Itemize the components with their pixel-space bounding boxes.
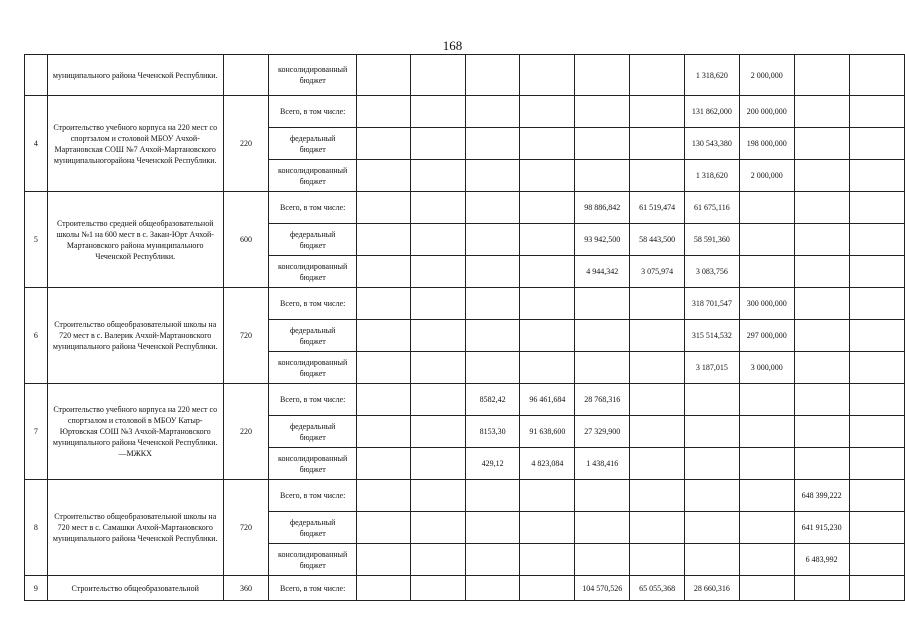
project-name-cell: Строительство учебного корпуса на 220 мест со спортзалом и столовой в МБОУ Катыр-Юртовская СОШ №3 Ачхой-Мартановского муниципального района Чеченской Республики.—МЖКХ [47,384,223,480]
value-cell [849,320,904,352]
value-cell [739,512,794,544]
capacity-cell [223,55,269,96]
funding-label-line: федеральный [289,517,336,527]
value-cell [794,576,849,601]
value-cell [794,256,849,288]
value-cell [465,352,520,384]
value-cell [630,55,685,96]
value-cell [411,544,465,576]
value-cell [411,224,465,256]
funding-label-line: бюджет [299,240,326,250]
value-cell [849,480,904,512]
value-cell [465,128,520,160]
value-cell [411,160,465,192]
value-cell: 648 399,222 [794,480,849,512]
value-cell [739,448,794,480]
value-cell [411,192,465,224]
funding-label-line: консолидированный [278,261,348,271]
value-cell [575,288,630,320]
value-cell [411,320,465,352]
value-cell: 2 000,000 [739,160,794,192]
value-cell [739,416,794,448]
row-number-cell [25,55,48,96]
value-cell [849,384,904,416]
value-cell [465,288,520,320]
funding-label-line: консолидированный [278,65,348,74]
value-cell [794,224,849,256]
value-cell [575,512,630,544]
value-cell: 315 514,532 [684,320,739,352]
funding-label-line: федеральный [289,229,336,239]
funding-type-total: Всего, в том числе: [269,480,357,512]
value-cell [849,352,904,384]
table-row [25,192,905,224]
value-cell [739,544,794,576]
value-cell [520,512,575,544]
value-cell [465,224,520,256]
table-row [25,576,905,601]
funding-type-consolidated [269,55,357,96]
value-cell [684,512,739,544]
funding-type-federal [269,512,357,544]
value-cell [794,192,849,224]
value-cell [411,288,465,320]
funding-type-total: Всего, в том числе: [269,576,357,601]
value-cell [849,448,904,480]
value-cell [794,288,849,320]
funding-label-line: консолидированный [278,549,348,559]
value-cell [520,224,575,256]
value-cell [739,384,794,416]
value-cell: 3 083,756 [684,256,739,288]
value-cell [630,544,685,576]
value-cell: 318 701,547 [684,288,739,320]
value-cell [739,192,794,224]
funding-type-federal [269,416,357,448]
value-cell [411,128,465,160]
capacity-cell: 360 [223,576,269,601]
value-cell [739,480,794,512]
funding-label-line: федеральный [289,421,336,431]
value-cell [465,96,520,128]
value-cell [630,288,685,320]
value-cell [520,544,575,576]
value-cell [794,448,849,480]
value-cell [630,352,685,384]
value-cell [684,384,739,416]
funding-label-line: бюджет [299,560,326,570]
value-cell [520,480,575,512]
value-cell [520,288,575,320]
value-cell [357,448,411,480]
value-cell [357,480,411,512]
value-cell [630,448,685,480]
value-cell: 96 461,684 [520,384,575,416]
capacity-cell: 720 [223,288,269,384]
value-cell [849,224,904,256]
value-cell [849,512,904,544]
value-cell [357,352,411,384]
value-cell [575,480,630,512]
value-cell [794,160,849,192]
funding-type-total: Всего, в том числе: [269,288,357,320]
value-cell [630,512,685,544]
project-name-cell: Строительство общеобразовательной [47,576,223,601]
row-number-cell: 5 [25,192,48,288]
funding-label-line: федеральный [289,325,336,335]
funding-type-consolidated [269,544,357,576]
value-cell [357,160,411,192]
table-row [25,480,905,512]
funding-label-line: бюджет [299,464,326,474]
funding-label-line: бюджет [299,336,326,346]
value-cell [630,160,685,192]
project-name-cell: Строительство общеобразовательной школы на 720 мест в с. Валерик Ачхой-Мартановского муниципального района Чеченской Республики. [47,288,223,384]
value-cell: 641 915,230 [794,512,849,544]
value-cell [520,352,575,384]
value-cell [630,320,685,352]
value-cell [357,288,411,320]
value-cell [411,448,465,480]
funding-type-total: Всего, в том числе: [269,384,357,416]
capacity-cell: 600 [223,192,269,288]
value-cell [357,256,411,288]
capacity-cell: 220 [223,384,269,480]
value-cell [520,128,575,160]
value-cell: 91 638,600 [520,416,575,448]
funding-label-line: консолидированный [278,165,348,175]
value-cell [630,416,685,448]
value-cell [849,576,904,601]
value-cell [575,320,630,352]
value-cell [575,128,630,160]
value-cell [520,96,575,128]
value-cell: 28 768,316 [575,384,630,416]
value-cell: 8153,30 [465,416,520,448]
value-cell [520,320,575,352]
funding-type-federal [269,320,357,352]
row-number-cell: 9 [25,576,48,601]
value-cell [575,96,630,128]
value-cell [465,160,520,192]
value-cell: 1 438,416 [575,448,630,480]
value-cell: 61 675,116 [684,192,739,224]
value-cell [630,480,685,512]
funding-label-line: бюджет [299,176,326,186]
funding-label-line: бюджет [299,76,326,85]
value-cell [630,384,685,416]
value-cell [849,192,904,224]
value-cell [575,55,630,96]
value-cell: 3 075,974 [630,256,685,288]
value-cell: 1 318,620 [684,160,739,192]
capacity-cell: 220 [223,96,269,192]
value-cell: 58 591,360 [684,224,739,256]
row-number-cell: 7 [25,384,48,480]
funding-label-line: бюджет [299,432,326,442]
value-cell: 3 187,015 [684,352,739,384]
value-cell: 131 862,000 [684,96,739,128]
value-cell: 65 055,368 [630,576,685,601]
value-cell [849,256,904,288]
table-row [25,96,905,128]
value-cell: 4 944,342 [575,256,630,288]
table-row [25,384,905,416]
value-cell [357,55,411,96]
funding-type-federal [269,224,357,256]
value-cell [575,160,630,192]
project-name-cell: Строительство общеобразовательной школы на 720 мест в с. Самашки Ачхой-Мартановского муниципального района Чеченской Республики. [47,480,223,576]
table-row [25,55,905,96]
value-cell [739,224,794,256]
value-cell [411,55,465,96]
value-cell [794,55,849,96]
value-cell [794,96,849,128]
project-name-cell: Строительство учебного корпуса на 220 мест со спортзалом и столовой МБОУ Ачхой-Мартановская СОШ №7 Ачхой-Мартановского муниципальногорайона Чеченской Республики. [47,96,223,192]
funding-type-consolidated [269,160,357,192]
value-cell [465,55,520,96]
value-cell: 27 329,900 [575,416,630,448]
value-cell: 3 000,000 [739,352,794,384]
value-cell [357,576,411,601]
value-cell: 200 000,000 [739,96,794,128]
value-cell: 429,12 [465,448,520,480]
funding-type-consolidated [269,352,357,384]
value-cell [849,128,904,160]
row-number-cell: 8 [25,480,48,576]
value-cell [411,96,465,128]
value-cell [739,576,794,601]
funding-label-line: консолидированный [278,453,348,463]
value-cell: 198 000,000 [739,128,794,160]
table-row [25,288,905,320]
value-cell: 130 543,380 [684,128,739,160]
value-cell [465,256,520,288]
value-cell [849,416,904,448]
funding-type-consolidated [269,256,357,288]
value-cell [739,256,794,288]
funding-label-line: бюджет [299,528,326,538]
value-cell [411,512,465,544]
value-cell [684,448,739,480]
value-cell [357,128,411,160]
value-cell: 98 886,842 [575,192,630,224]
value-cell [849,55,904,96]
value-cell [794,352,849,384]
value-cell: 104 570,526 [575,576,630,601]
value-cell [357,384,411,416]
value-cell [849,160,904,192]
value-cell [465,320,520,352]
value-cell [357,416,411,448]
funding-type-consolidated [269,448,357,480]
value-cell [411,416,465,448]
value-cell [575,544,630,576]
page-number: 168 [442,38,463,53]
funding-label-line: федеральный [289,133,336,143]
value-cell [520,576,575,601]
value-cell [465,512,520,544]
row-number-cell: 6 [25,288,48,384]
funding-label-line: бюджет [299,272,326,282]
value-cell: 61 519,474 [630,192,685,224]
project-name-cell: муниципального района Чеченской Республики. [47,55,223,96]
value-cell [684,480,739,512]
row-number-cell: 4 [25,96,48,192]
value-cell: 6 483,992 [794,544,849,576]
value-cell [630,96,685,128]
value-cell [794,384,849,416]
value-cell [794,320,849,352]
value-cell: 28 660,316 [684,576,739,601]
funding-type-total: Всего, в том числе: [269,96,357,128]
value-cell [520,256,575,288]
value-cell [520,192,575,224]
value-cell: 58 443,500 [630,224,685,256]
funding-label-line: бюджет [299,144,326,154]
value-cell [684,416,739,448]
value-cell [357,192,411,224]
value-cell [575,352,630,384]
value-cell: 93 942,500 [575,224,630,256]
project-name-cell: Строительство средней общеобразовательной школы №1 на 600 мест в с. Закан-Юрт Ачхой-Мартановского района муниципального Чеченской Республики. [47,192,223,288]
funding-type-federal [269,128,357,160]
value-cell [794,128,849,160]
value-cell: 4 823,084 [520,448,575,480]
value-cell [411,256,465,288]
value-cell [411,352,465,384]
value-cell [465,192,520,224]
value-cell [411,384,465,416]
capacity-cell: 720 [223,480,269,576]
value-cell [630,128,685,160]
value-cell [520,55,575,96]
value-cell [849,544,904,576]
value-cell [794,416,849,448]
value-cell: 8582,42 [465,384,520,416]
funding-label-line: бюджет [299,368,326,378]
value-cell [357,96,411,128]
value-cell [684,544,739,576]
value-cell [357,224,411,256]
value-cell: 2 000,000 [739,55,794,96]
value-cell [411,480,465,512]
value-cell [465,544,520,576]
funding-type-total: Всего, в том числе: [269,192,357,224]
value-cell [357,512,411,544]
program-table [24,54,905,601]
value-cell [411,576,465,601]
value-cell: 300 000,000 [739,288,794,320]
value-cell [357,544,411,576]
value-cell: 1 318,620 [684,55,739,96]
value-cell [465,480,520,512]
value-cell: 297 000,000 [739,320,794,352]
value-cell [465,576,520,601]
funding-label-line: консолидированный [278,357,348,367]
value-cell [849,288,904,320]
value-cell [520,160,575,192]
value-cell [357,320,411,352]
value-cell [849,96,904,128]
